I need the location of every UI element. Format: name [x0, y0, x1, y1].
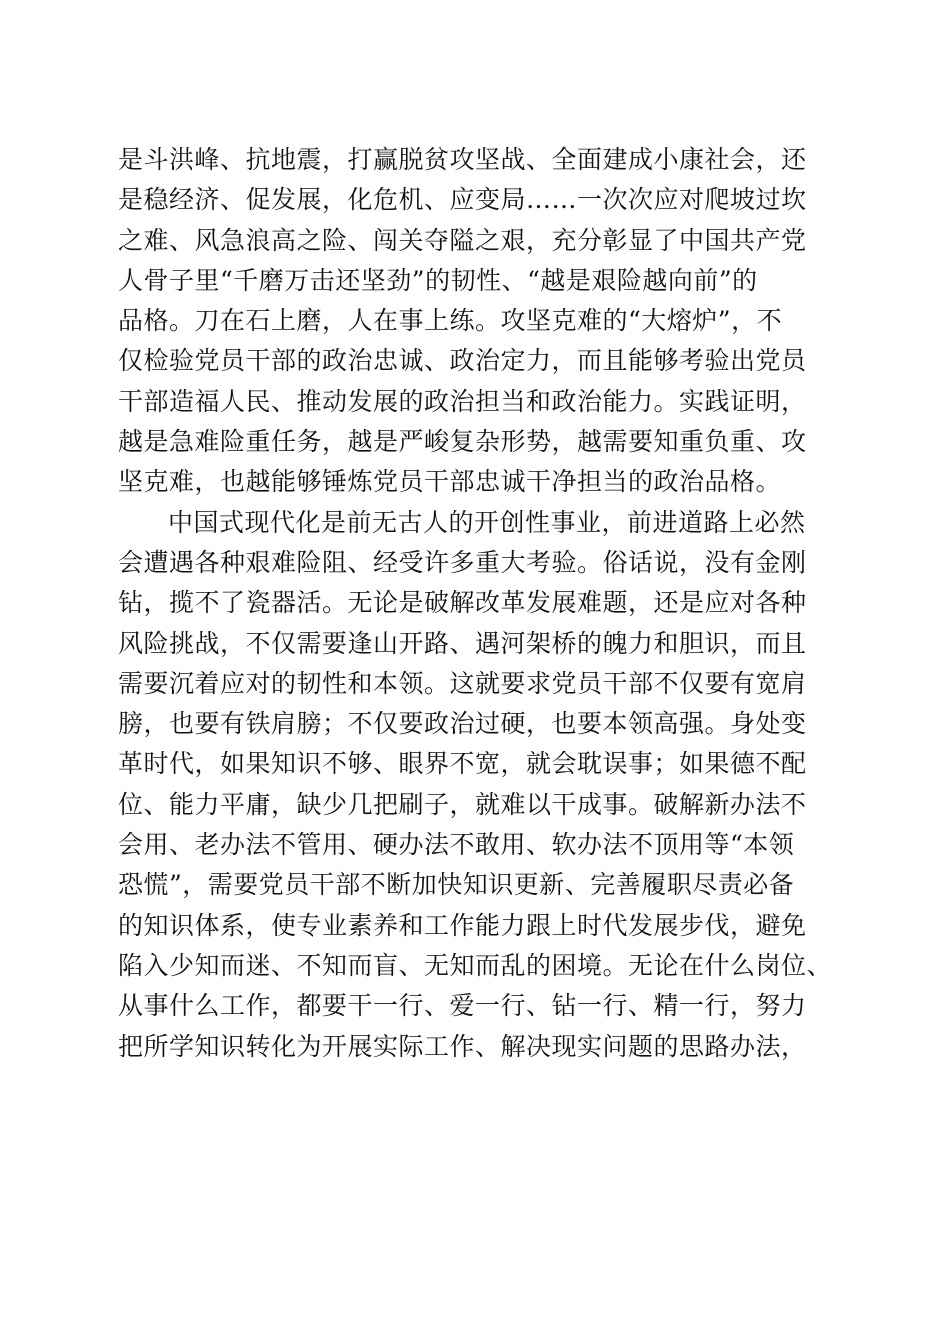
text-line: 膀，也要有铁肩膀；不仅要政治过硬，也要本领高强。身处变	[118, 709, 807, 739]
text-line: 越是急难险重任务，越是严峻复杂形势，越需要知重负重、攻	[118, 427, 807, 457]
text-line: 会遭遇各种艰难险阻、经受许多重大考验。俗话说，没有金刚	[118, 547, 807, 577]
text-line: 人骨子里“千磨万击还坚劲”的韧性、“越是艰险越向前”的	[118, 265, 758, 295]
text-line: 风险挑战，不仅需要逢山开路、遇河架桥的魄力和胆识，而且	[118, 628, 807, 658]
text-line: 的知识体系，使专业素养和工作能力跟上时代发展步伐，避免	[118, 910, 807, 940]
text-line: 陷入少知而迷、不知而盲、无知而乱的困境。无论在什么岗位、	[118, 950, 833, 980]
text-line: 需要沉着应对的韧性和本领。这就要求党员干部不仅要有宽肩	[118, 668, 807, 698]
text-line: 是稳经济、促发展，化危机、应变局……一次次应对爬坡过坎	[118, 185, 807, 215]
text-line: 恐慌”，需要党员干部不断加快知识更新、完善履职尽责必备	[118, 870, 795, 900]
text-line-indented: 中国式现代化是前无古人的开创性事业，前进道路上必然	[168, 507, 806, 537]
text-line: 品格。刀在石上磨，人在事上练。攻坚克难的“大熔炉”，不	[118, 306, 783, 336]
text-line: 钻，揽不了瓷器活。无论是破解改革发展难题，还是应对各种	[118, 588, 807, 618]
text-line: 是斗洪峰、抗地震，打赢脱贫攻坚战、全面建成小康社会，还	[118, 145, 807, 174]
text-line: 位、能力平庸，缺少几把刷子，就难以干成事。破解新办法不	[118, 789, 807, 819]
text-line: 之难、风急浪高之险、闯关夺隘之艰，充分彰显了中国共产党	[118, 225, 807, 255]
text-line: 干部造福人民、推动发展的政治担当和政治能力。实践证明，	[118, 386, 807, 416]
document-body	[118, 140, 838, 1067]
paragraph-2	[118, 503, 838, 1067]
text-line: 会用、老办法不管用、硬办法不敢用、软办法不顶用等“本领	[118, 830, 795, 860]
text-line: 坚克难，也越能够锤炼党员干部忠诚干净担当的政治品格。	[118, 467, 782, 497]
text-line: 从事什么工作，都要干一行、爱一行、钻一行、精一行，努力	[118, 991, 807, 1021]
text-line: 把所学知识转化为开展实际工作、解决现实问题的思路办法，	[118, 1031, 807, 1061]
text-line: 仅检验党员干部的政治忠诚、政治定力，而且能够考验出党员	[118, 346, 807, 376]
text-line: 革时代，如果知识不够、眼界不宽，就会耽误事；如果德不配	[118, 749, 807, 779]
paragraph-1	[118, 140, 838, 503]
